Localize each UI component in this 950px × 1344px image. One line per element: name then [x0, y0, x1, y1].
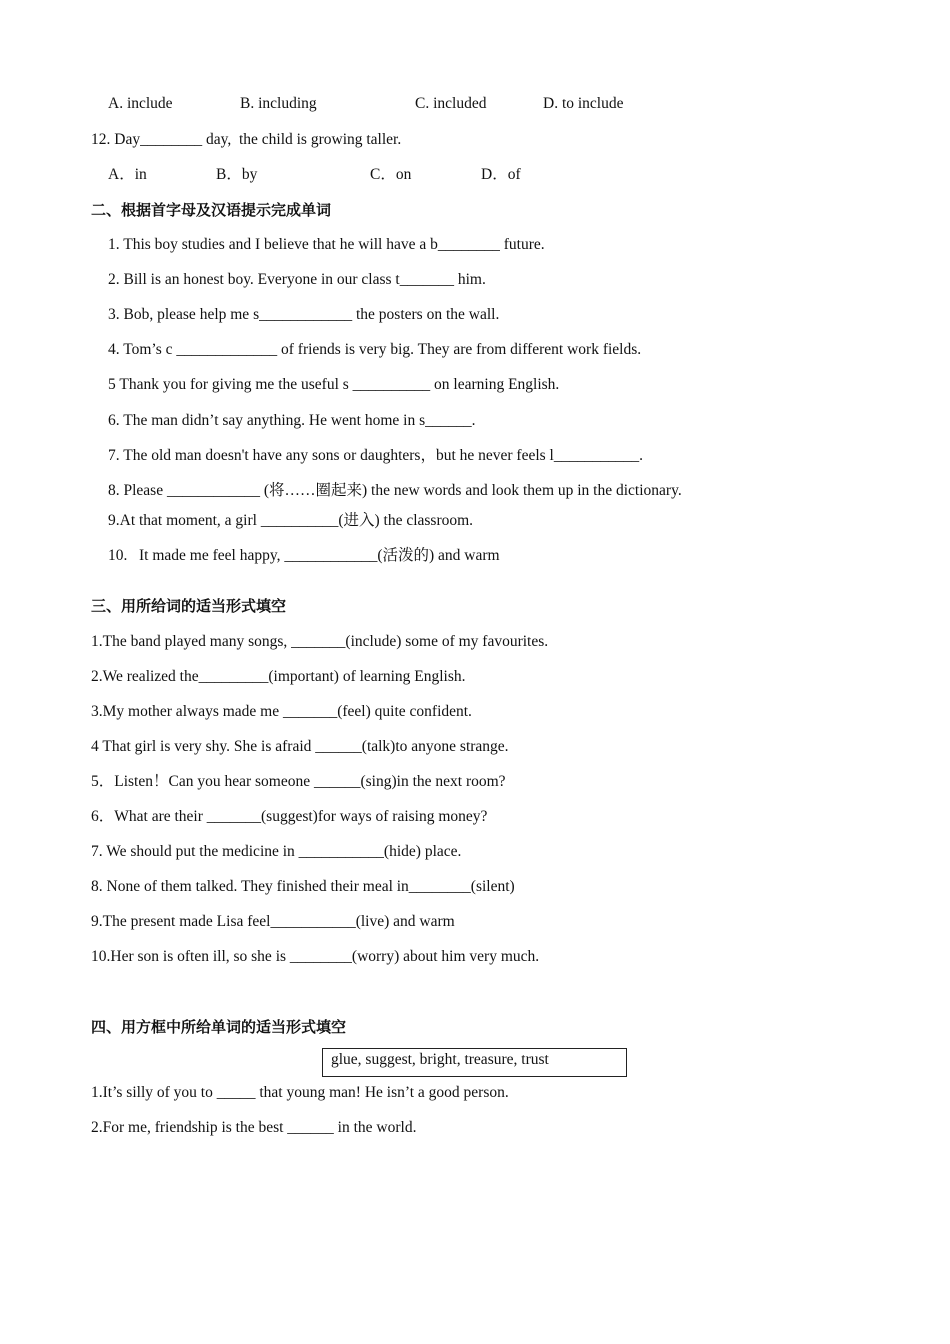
- section3-item: 2.We realized the_________(important) of learning English.: [91, 668, 466, 685]
- q12-option-a: A．in: [108, 166, 147, 183]
- section3-title: 三、用所给词的适当形式填空: [91, 597, 287, 615]
- q12-question: 12. Day________ day, the child is growing taller.: [91, 131, 402, 148]
- section3-item: 3.My mother always made me _______(feel) quite confident.: [91, 703, 472, 720]
- q12-option-d: D．of: [481, 166, 521, 183]
- section2-item: 10. It made me feel happy, ____________(活泼的) and warm: [108, 547, 500, 564]
- word-box-text: glue, suggest, bright, treasure, trust: [331, 1051, 549, 1068]
- section2-item: 5 Thank you for giving me the useful s __________ on learning English.: [108, 376, 560, 393]
- word-box: [322, 1048, 627, 1077]
- section4-item: 2.For me, friendship is the best ______ in the world.: [91, 1119, 417, 1136]
- q12-option-c: C．on: [370, 166, 412, 183]
- section3-item: 7. We should put the medicine in ___________(hide) place.: [91, 843, 462, 860]
- section2-item: 3. Bob, please help me s____________ the posters on the wall.: [108, 306, 500, 323]
- section3-item: 1.The band played many songs, _______(include) some of my favourites.: [91, 633, 549, 650]
- section3-item: 4 That girl is very shy. She is afraid ______(talk)to anyone strange.: [91, 738, 509, 755]
- q11-option-b: B. including: [240, 95, 317, 112]
- section2-title: 二、根据首字母及汉语提示完成单词: [91, 201, 332, 219]
- q12-option-b: B．by: [216, 166, 258, 183]
- section2-item: 2. Bill is an honest boy. Everyone in our class t_______ him.: [108, 271, 486, 288]
- section2-item: 6. The man didn’t say anything. He went home in s______.: [108, 412, 476, 429]
- section4-title: 四、用方框中所给单词的适当形式填空: [91, 1018, 347, 1036]
- q11-option-a: A. include: [108, 95, 173, 112]
- q11-option-d: D. to include: [543, 95, 624, 112]
- section2-item: 1. This boy studies and I believe that he will have a b________ future.: [108, 236, 545, 253]
- section3-item: 5．Listen！Can you hear someone ______(sing)in the next room?: [91, 773, 506, 790]
- section3-item: 6．What are their _______(suggest)for ways of raising money?: [91, 808, 488, 825]
- section3-item: 8. None of them talked. They finished their meal in________(silent): [91, 878, 515, 895]
- section2-item: 9.At that moment, a girl __________(进入) the classroom.: [108, 512, 474, 529]
- section4-item: 1.It’s silly of you to _____ that young man! He isn’t a good person.: [91, 1084, 509, 1101]
- section2-item: 8. Please ____________ (将……圈起来) the new words and look them up in the dictionary.: [108, 482, 682, 499]
- section2-item: 4. Tom’s c _____________ of friends is very big. They are from different work fields.: [108, 341, 642, 358]
- section2-item: 7. The old man doesn't have any sons or daughters，but he never feels l___________.: [108, 447, 643, 464]
- q11-option-c: C. included: [415, 95, 487, 112]
- section3-item: 9.The present made Lisa feel___________(live) and warm: [91, 913, 455, 930]
- section3-item: 10.Her son is often ill, so she is ________(worry) about him very much.: [91, 948, 540, 965]
